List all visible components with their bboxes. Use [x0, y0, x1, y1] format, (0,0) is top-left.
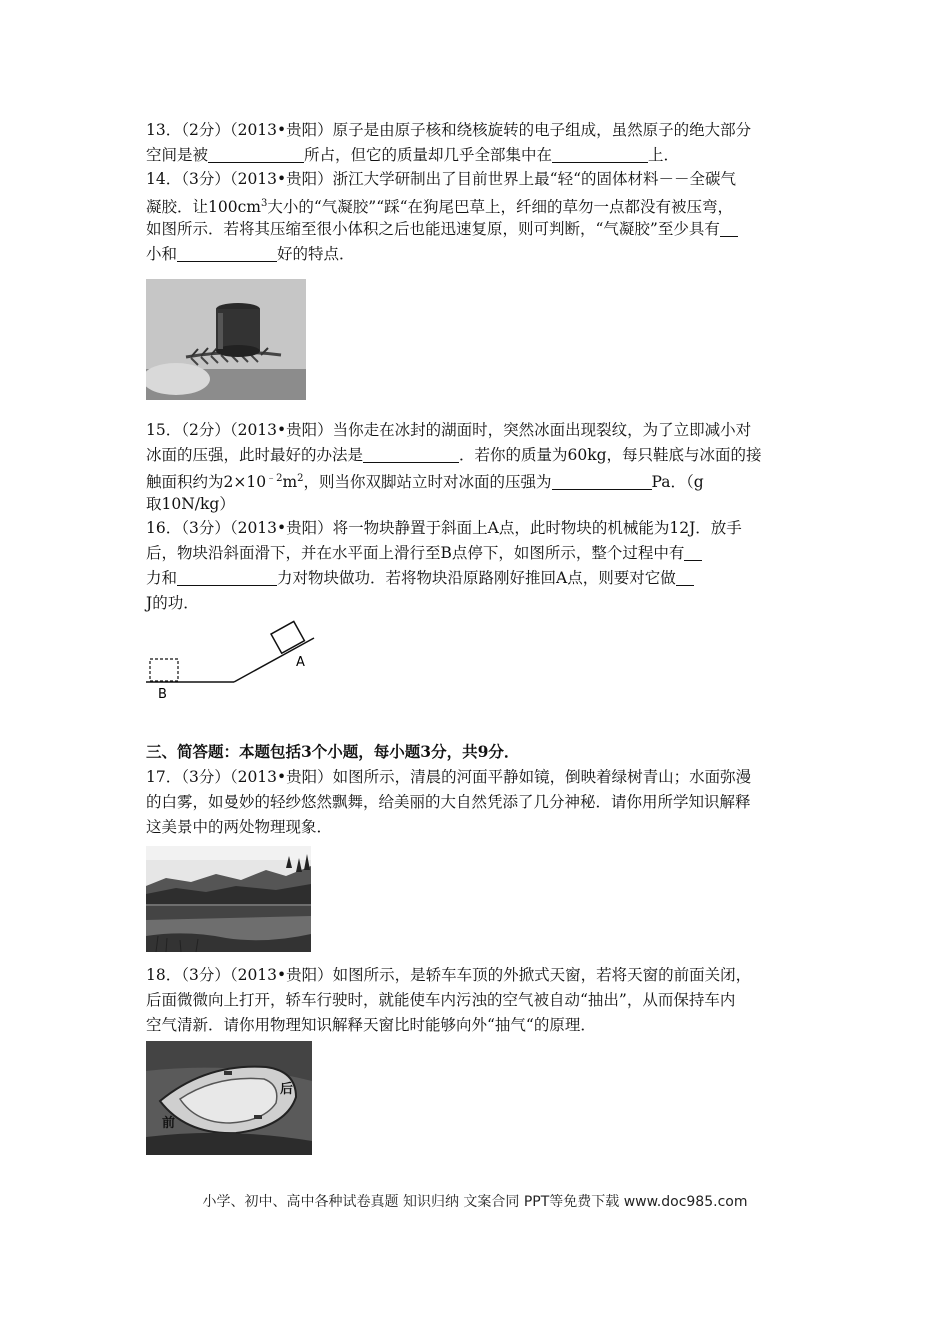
section-3-heading: 三、简答题：本题包括3个小题，每小题3分，共9分．: [146, 742, 520, 761]
block: [271, 621, 304, 653]
footer-text: 小学、初中、高中各种试卷真题 知识归纳 文案合同 PPT等免费下载 www.doc985.com: [202, 1194, 748, 1210]
q16-line-3: 力和 力对物块做功．若将物块沿原路刚好推回A点，则要对它做: [146, 566, 694, 590]
q17-line-3: 这美景中的两处物理现象．: [146, 818, 333, 836]
q17-line-1: 17．（3分）（2013•贵阳）如图所示，清晨的河面平静如镜，倒映着绿树青山；水面弥漫: [146, 768, 752, 786]
answer-blank[interactable]: [208, 146, 304, 163]
answer-blank[interactable]: [552, 146, 648, 163]
q17-line-2: 的白雾，如曼妙的轻纱悠然飘舞，给美丽的大自然凭添了几分神秘．请你用所学知识解释: [146, 793, 751, 811]
q15-line-4: 取10N/kg）: [146, 495, 235, 513]
q16-line-4: J的功．: [146, 594, 199, 612]
lake-photo: [146, 846, 311, 952]
q15-line-3: 触面积约为$2\times 10^{﹣2}m^2$，则当你双脚站立时对冰面的压强为 Pa．（g: [146, 473, 704, 492]
label-back: 后: [280, 1082, 294, 1097]
answer-blank[interactable]: [684, 544, 702, 561]
answer-blank[interactable]: [363, 446, 459, 463]
answer-blank[interactable]: [676, 569, 694, 586]
sunroof-photo: [146, 1041, 312, 1155]
answer-blank[interactable]: [552, 473, 652, 490]
label-a: A: [296, 655, 305, 670]
incline-diagram: [146, 620, 326, 702]
q14-line-1: 14．（3分）（2013•贵阳）浙江大学研制出了目前世界上最“轻“的固体材料－－全碳气: [146, 170, 737, 188]
q15-line-1: 15．（2分）（2013•贵阳）当你走在冰封的湖面时，突然冰面出现裂纹，为了立即减小对: [146, 421, 752, 439]
q18-line-2: 后面微微向上打开，轿车行驶时，就能使车内污浊的空气被自动“抽出”，从而保持车内: [146, 991, 736, 1009]
q15-line-2: 冰面的压强，此时最好的办法是 ．若你的质量为60kg，每只鞋底与冰面的接: [146, 446, 762, 464]
q16-line-1: 16．（3分）（2013•贵阳）将一物块静置于斜面上A点，此时物块的机械能为12J．放手: [146, 519, 742, 537]
answer-blank[interactable]: [720, 220, 738, 237]
label-b: B: [158, 687, 167, 702]
q13-line-1: 13．（2分）（2013•贵阳）原子是由原子核和绕核旋转的电子组成，虽然原子的绝大部分: [146, 121, 752, 139]
answer-blank[interactable]: [177, 569, 277, 586]
aerogel-photo: [146, 279, 306, 400]
q13-line-2: 空间是被 所占，但它的质量却几乎全部集中在 上．: [146, 146, 680, 164]
q18-line-3: 空气清新．请你用物理知识解释天窗比时能够向外“抽气“的原理．: [146, 1016, 596, 1034]
q18-line-1: 18．（3分）（2013•贵阳）如图所示，是轿车车顶的外掀式天窗，若将天窗的前面关闭，: [146, 966, 752, 984]
q14-line-2: 凝胶．让$100cm^3$大小的“气凝胶”“踩“在狗尾巴草上，纤细的草勿一点都没有被压弯，: [146, 198, 734, 217]
answer-blank[interactable]: [177, 245, 277, 262]
q14-line-4: 小和 好的特点．: [146, 245, 355, 263]
block-final-position: [150, 659, 178, 681]
q14-line-3: 如图所示．若将其压缩至很小体积之后也能迅速复原，则可判断，“气凝胶”至少具有: [146, 217, 738, 241]
q16-line-2: 后，物块沿斜面滑下，并在水平面上滑行至B点停下，如图所示，整个过程中有: [146, 541, 702, 565]
label-front: 前: [162, 1116, 176, 1131]
